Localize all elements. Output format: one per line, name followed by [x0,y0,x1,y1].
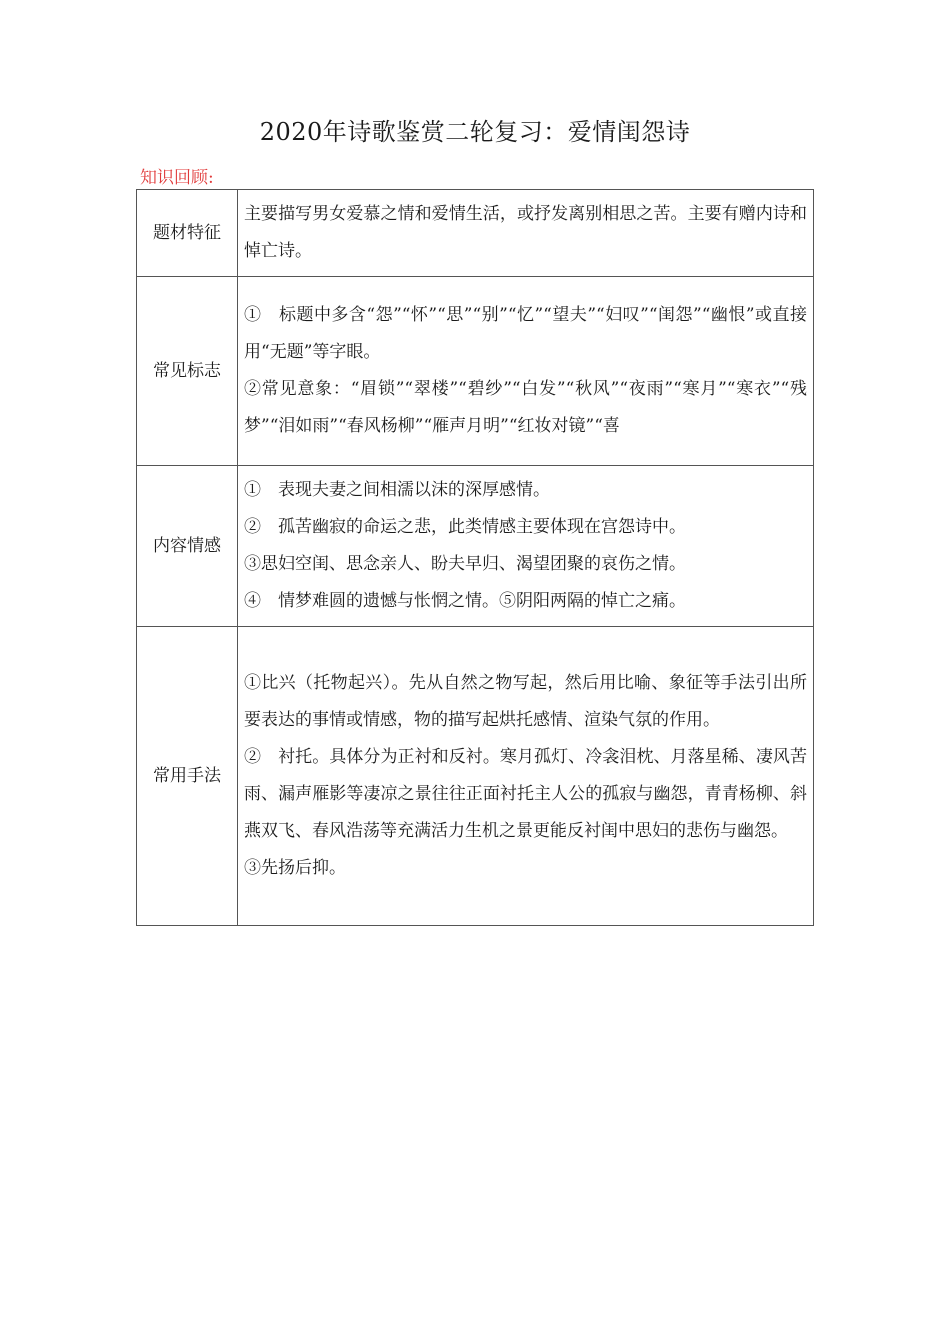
description-line: ② 衬托。具体分为正衬和反衬。寒月孤灯、冷衾泪枕、月落星稀、凄风苦雨、漏声雁影等凄凉之景往往正面衬托主人公的孤寂与幽怨，青青杨柳、斜燕双飞、春风浩荡等充满活力生机之景更能反衬闺中思妇的悲伤与幽怨。 [244,747,807,841]
description-line: ②常见意象：“眉锁”“翠楼”“碧纱”“白发”“秋风”“夜雨”“寒月”“寒衣”“残梦”“泪如雨”“春风杨柳”“雁声月明”“红妆对镜”“喜 [244,379,807,436]
topic-cell: 题材特征 [137,190,238,277]
description-line: ③先扬后抑。 [244,858,346,878]
description-cell [238,466,814,627]
topic-cell: 内容情感 [137,466,238,627]
page-title: 2020年诗歌鉴赏二轮复习：爱情闺怨诗 [259,118,691,146]
section-label: 知识回顾: [140,168,214,188]
table-row-subject [137,190,814,277]
description-line: ③思妇空闺、思念亲人、盼夫早归、渴望团聚的哀伤之情。 [244,554,686,574]
topic-cell: 常用手法 [137,627,238,926]
description-line: ① 表现夫妻之间相濡以沫的深厚感情。 [244,480,550,500]
description-line: 主要描写男女爱慕之情和爱情生活，或抒发离别相思之苦。主要有赠内诗和悼亡诗。 [244,204,807,261]
description-line: ① 标题中多含“怨”“怀”“思”“别”“忆”“望夫”“妇叹”“闺怨”“幽恨”或直接用“无题”等字眼。 [244,305,807,362]
description-line: ①比兴（托物起兴）。先从自然之物写起，然后用比喻、象征等手法引出所要表达的事情或情感，物的描写起烘托感情、渲染气氛的作用。 [244,673,807,730]
description-cell [238,277,814,466]
description-cell [238,627,814,926]
table-row-techniques [137,627,814,926]
knowledge-table [136,189,814,926]
description-cell [238,190,814,277]
table-row-markers [137,277,814,466]
description-line: ④ 情梦难圆的遗憾与怅惘之情。⑤阴阳两隔的悼亡之痛。 [244,591,686,611]
topic-cell: 常见标志 [137,277,238,466]
table-row-emotions [137,466,814,627]
description-line: ② 孤苦幽寂的命运之悲，此类情感主要体现在宫怨诗中。 [244,517,686,537]
